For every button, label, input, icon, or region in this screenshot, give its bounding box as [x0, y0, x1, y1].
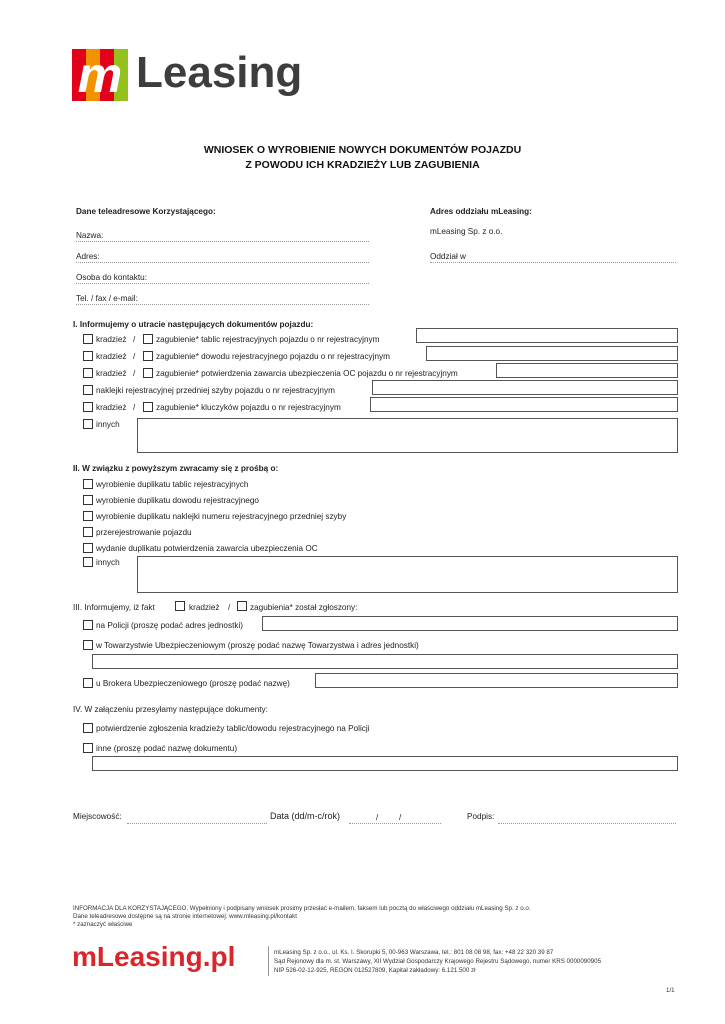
s3-insurer-input[interactable] [92, 654, 678, 669]
branch-field[interactable] [430, 262, 676, 263]
branch-heading: Adres oddziału mLeasing: [430, 207, 532, 216]
s3-police-label: na Policji (proszę podać adres jednostki) [96, 621, 243, 630]
s1-item-3-label: zagubienie* potwierdzenia zawarcia ubezpieczenia OC pojazdu o nr rejestracyjnym [156, 369, 458, 378]
footer-address-1: mLeasing Sp. z o.o., ul. Ks. I. Skorupki 5, 00-963 Warszawa, tel.: 801 08 08 98, fax: +48 22 320 39 87 [274, 949, 554, 956]
s1-loss-checkbox-3[interactable] [143, 368, 153, 378]
date-sep-2: / [399, 813, 402, 822]
address-label: Adres: [76, 252, 100, 261]
s1-item-5-label: zagubienie* kluczyków pojazdu o nr rejestracyjnym [156, 403, 341, 412]
section3-heading: III. Informujemy, iż fakt [73, 603, 155, 612]
s1-oc-input[interactable] [496, 363, 678, 378]
branch-label: Oddział w [430, 252, 466, 261]
s2-other-textarea[interactable] [137, 556, 678, 593]
s2-item-3-label: wyrobienie duplikatu naklejki numeru rejestracyjnego przedniej szyby [96, 512, 347, 521]
address-field[interactable] [76, 262, 369, 263]
s1-theft-checkbox-1[interactable] [83, 334, 93, 344]
s1-theft-label-5: kradzież [96, 403, 127, 412]
s1-slash-2: / [133, 352, 136, 361]
place-field[interactable] [127, 823, 267, 824]
s1-other-label: innych [96, 420, 120, 429]
logo-letter: m [77, 49, 123, 101]
s2-item-5-label: wydanie duplikatu potwierdzenia zawarcia ubezpieczenia OC [96, 544, 318, 553]
footer-address-3: NIP 526-02-12-925, REGON 012527809, Kapitał zakładowy: 6.121.500 zł [274, 967, 476, 974]
s1-slash-3: / [133, 369, 136, 378]
s1-item-4-label: naklejki rejestracyjnej przedniej szyby pojazdu o nr rejestracyjnym [96, 386, 335, 395]
s1-loss-checkbox-1[interactable] [143, 334, 153, 344]
s2-checkbox-2[interactable] [83, 495, 93, 505]
s3-theft-label: kradzież [189, 603, 220, 612]
contact-person-field[interactable] [76, 283, 369, 284]
section1-heading: I. Informujemy o utracie następujących dokumentów pojazdu: [73, 320, 314, 329]
s4-other-checkbox[interactable] [83, 743, 93, 753]
s4-item-1-label: potwierdzenie zgłoszenia kradzieży tablic/dowodu rejestracyjnego na Policji [96, 724, 370, 733]
s3-broker-input[interactable] [315, 673, 678, 688]
s3-loss-label: zagubienia* został zgłoszony: [250, 603, 358, 612]
form-title-line2: Z POWODU ICH KRADZIEŻY LUB ZAGUBIENIA [245, 159, 480, 171]
s1-other-checkbox[interactable] [83, 419, 93, 429]
s4-police-report-checkbox[interactable] [83, 723, 93, 733]
phone-label: Tel. / fax / e-mail: [76, 294, 138, 303]
s1-plate-number-input[interactable] [416, 328, 678, 343]
s1-theft-label-3: kradzież [96, 369, 127, 378]
date-label: Data (dd/m-c/rok) [270, 811, 341, 821]
s1-sticker-input[interactable] [372, 380, 678, 395]
s1-loss-checkbox-2[interactable] [143, 351, 153, 361]
mleasing-logo [72, 49, 128, 101]
s1-keys-input[interactable] [370, 397, 678, 412]
signature-label: Podpis: [467, 812, 495, 821]
contact-heading: Dane teleadresowe Korzystającego: [76, 207, 216, 216]
s1-theft-checkbox-2[interactable] [83, 351, 93, 361]
form-title-line1: WNIOSEK O WYROBIENIE NOWYCH DOKUMENTÓW POJAZDU [203, 144, 522, 156]
contact-person-label: Osoba do kontaktu: [76, 273, 148, 282]
section4-heading: IV. W załączeniu przesyłamy następujące dokumenty: [73, 705, 268, 714]
s1-loss-checkbox-5[interactable] [143, 402, 153, 412]
s1-other-textarea[interactable] [137, 418, 678, 453]
s3-insurer-label: w Towarzystwie Ubezpieczeniowym (proszę podać nazwę Towarzystwa i adres jednostki) [96, 641, 419, 650]
s4-other-input[interactable] [92, 756, 678, 771]
footer-divider [268, 946, 269, 976]
s1-item-1-label: zagubienie* tablic rejestracyjnych pojazdu o nr rejestracyjnym [156, 335, 380, 344]
footer-info-3: * zaznaczyć właściwe [73, 921, 133, 928]
signature-field[interactable] [498, 823, 676, 824]
s3-slash: / [228, 603, 231, 612]
s1-item-2-label: zagubienie* dowodu rejestracyjnego pojazdu o nr rejestracyjnym [156, 352, 390, 361]
s2-item-1-label: wyrobienie duplikatu tablic rejestracyjnych [96, 480, 249, 489]
s2-checkbox-1[interactable] [83, 479, 93, 489]
date-sep-1: / [376, 813, 379, 822]
s2-checkbox-5[interactable] [83, 543, 93, 553]
name-label: Nazwa: [76, 231, 104, 240]
s1-theft-checkbox-3[interactable] [83, 368, 93, 378]
phone-field[interactable] [76, 304, 369, 305]
s2-item-4-label: przerejestrowanie pojazdu [96, 528, 192, 537]
s3-insurer-checkbox[interactable] [83, 640, 93, 650]
s2-other-label: innych [96, 558, 120, 567]
footer-address-2: Sąd Rejonowy dla m. st. Warszawy, XII Wydział Gospodarczy Krajowego Rejestru Sądowego, numer KRS 0000090905 [274, 958, 602, 965]
page-number: 1/1 [666, 987, 675, 994]
date-field[interactable] [349, 823, 441, 824]
s3-broker-checkbox[interactable] [83, 678, 93, 688]
s1-slash-1: / [133, 335, 136, 344]
s3-police-input[interactable] [262, 616, 678, 631]
s2-item-2-label: wyrobienie duplikatu dowodu rejestracyjnego [96, 496, 259, 505]
name-field[interactable] [76, 241, 369, 242]
s1-slash-5: / [133, 403, 136, 412]
place-label: Miejscowość: [73, 812, 122, 821]
footer-info-2: Dane teleadresowe dostępne są na stronie internetowej: www.mleasing.pl/kontakt [73, 913, 297, 920]
footer-info-1: INFORMACJA DLA KORZYSTAJĄCEGO. Wypełniony i podpisany wniosek prosimy przesłać e-mailem, faksem lub pocztą do właściwego oddziału mLeasing Sp. z o.o. [73, 905, 531, 912]
s2-checkbox-4[interactable] [83, 527, 93, 537]
s1-registration-doc-input[interactable] [426, 346, 678, 361]
s1-theft-label-1: kradzież [96, 335, 127, 344]
s3-theft-checkbox[interactable] [175, 601, 185, 611]
s3-broker-label: u Brokera Ubezpieczeniowego (proszę podać nazwę) [96, 679, 290, 688]
s2-checkbox-3[interactable] [83, 511, 93, 521]
s2-other-checkbox[interactable] [83, 557, 93, 567]
s4-item-2-label: inne (proszę podać nazwę dokumentu) [96, 744, 238, 753]
s3-loss-checkbox[interactable] [237, 601, 247, 611]
s3-police-checkbox[interactable] [83, 620, 93, 630]
s1-theft-checkbox-5[interactable] [83, 402, 93, 412]
s1-sticker-checkbox[interactable] [83, 385, 93, 395]
branch-company: mLeasing Sp. z o.o. [430, 227, 503, 236]
logo-wordmark: Leasing [136, 48, 303, 97]
footer-brand: mLeasing.pl [72, 941, 236, 972]
section2-heading: II. W związku z powyższym zwracamy się z prośbą o: [73, 464, 279, 473]
s1-theft-label-2: kradzież [96, 352, 127, 361]
